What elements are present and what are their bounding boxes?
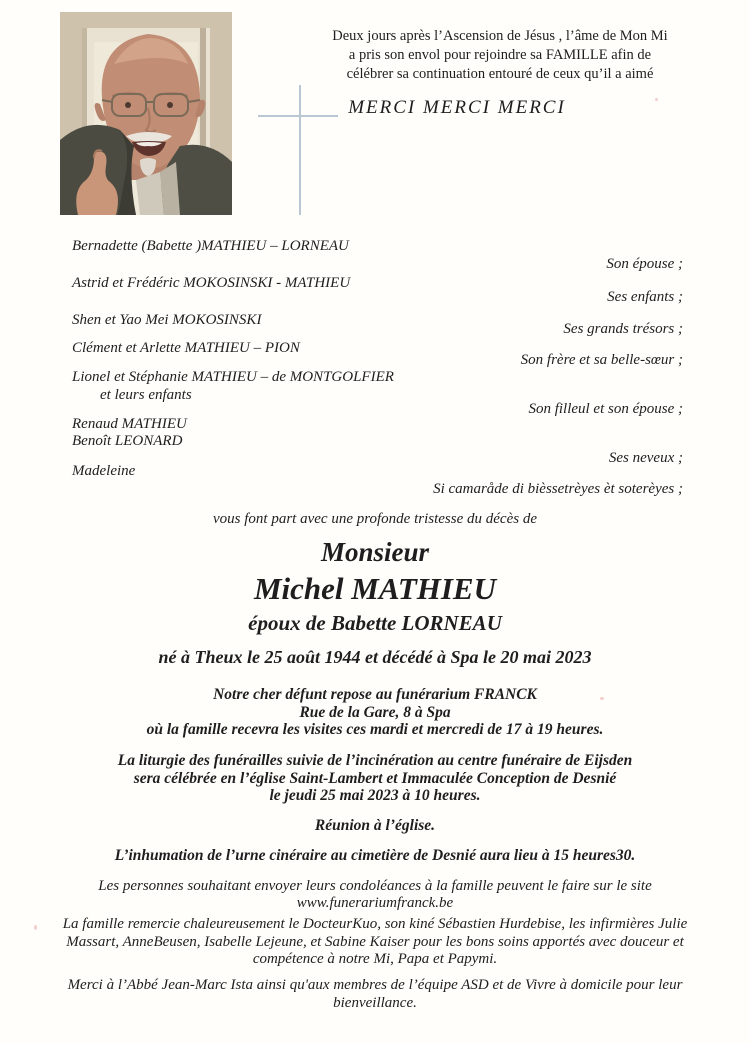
family-role: Ses neveux ; xyxy=(608,450,683,466)
family-role: Son frère et sa belle-sœur ; xyxy=(520,352,683,368)
condolences-site: www.funerariumfranck.be xyxy=(296,895,454,911)
family-name: Lionel et Stéphanie MATHIEU – de MONTGOLFIER xyxy=(72,369,394,385)
intro-line: Deux jours après l’Ascension de Jésus , l’âme de Mon Mi xyxy=(332,28,668,44)
spouse-line: époux de Babette LORNEAU xyxy=(248,611,502,635)
thanks-paragraph-abbe: Merci à l’Abbé Jean-Marc Ista ainsi qu'aux membres de l’équipe ASD et de Vivre à domicile pour leur bienveillance. xyxy=(67,977,683,1011)
scan-speck xyxy=(600,697,604,700)
deceased-name: Michel MATHIEU xyxy=(253,571,496,606)
intro-text xyxy=(280,27,720,84)
merci-text: MERCI MERCI MERCI xyxy=(348,97,566,118)
family-name: Clément et Arlette MATHIEU – PION xyxy=(72,340,300,356)
repose-line: Notre cher défunt repose au funérarium FRANCK xyxy=(213,686,537,703)
condolences-block xyxy=(0,878,750,912)
liturgy-line: le jeudi 25 mai 2023 à 10 heures. xyxy=(269,787,481,804)
thanks-paragraph-care: La famille remercie chaleureusement le DocteurKuo, son kiné Sébastien Hurdebise, les infirmières Julie Massart, AnneBeusen, Isabelle Lejeune, et Sabine Kaiser pour les bons soins apportés avec douceur et compétence à notre Mi, Papa et Papymi. xyxy=(62,916,688,967)
family-role: Ses grands trésors ; xyxy=(563,321,683,337)
liturgy-line: sera célébrée en l’église Saint-Lambert et Immaculée Conception de Desnié xyxy=(133,769,617,787)
inhumation-line: L’inhumation de l’urne cinéraire au cimetière de Desnié aura lieu à 15 heures30. xyxy=(114,847,636,864)
family-name: Benoît LEONARD xyxy=(72,433,183,449)
reunion-line: Réunion à l’église. xyxy=(314,817,436,834)
intro-line: a pris son envol pour rejoindre sa FAMILLE afin de xyxy=(348,47,652,63)
intro-line: célébrer sa continuation entouré de ceux qu’il a aimé xyxy=(346,66,654,82)
scan-speck xyxy=(34,925,37,930)
family-role: Son épouse ; xyxy=(606,256,683,272)
repose-line: Rue de la Gare, 8 à Spa xyxy=(299,703,451,721)
repose-block xyxy=(0,686,750,739)
liturgy-line: La liturgie des funérailles suivie de l’incinération au centre funéraire de Eijsden xyxy=(117,752,633,769)
liturgy-block xyxy=(0,752,750,805)
family-name: et leurs enfants xyxy=(100,387,192,403)
scan-speck xyxy=(655,98,658,101)
family-name: Bernadette (Babette )MATHIEU – LORNEAU xyxy=(72,238,349,254)
family-name: Astrid et Frédéric MOKOSINSKI - MATHIEU xyxy=(72,275,351,291)
birth-death-line: né à Theux le 25 août 1944 et décédé à Spa le 20 mai 2023 xyxy=(158,647,592,667)
family-role: Ses enfants ; xyxy=(607,289,683,305)
family-name: Madeleine xyxy=(72,463,136,479)
family-role: Son filleul et son épouse ; xyxy=(528,401,683,417)
announcement-title: Monsieur xyxy=(320,537,430,567)
family-name: Shen et Yao Mei MOKOSINSKI xyxy=(72,312,262,328)
announcement-intro: vous font part avec une profonde tristesse du décès de xyxy=(213,511,537,527)
repose-line: où la famille recevra les visites ces mardi et mercredi de 17 à 19 heures. xyxy=(146,721,604,738)
family-name: Renaud MATHIEU xyxy=(72,416,187,432)
portrait-photo xyxy=(60,12,232,215)
family-role: Si camaråde di bièssetrèyes èt soterèyes ; xyxy=(433,481,683,497)
condolences-line: Les personnes souhaitant envoyer leurs condoléances à la famille peuvent le faire sur le site xyxy=(98,878,652,894)
